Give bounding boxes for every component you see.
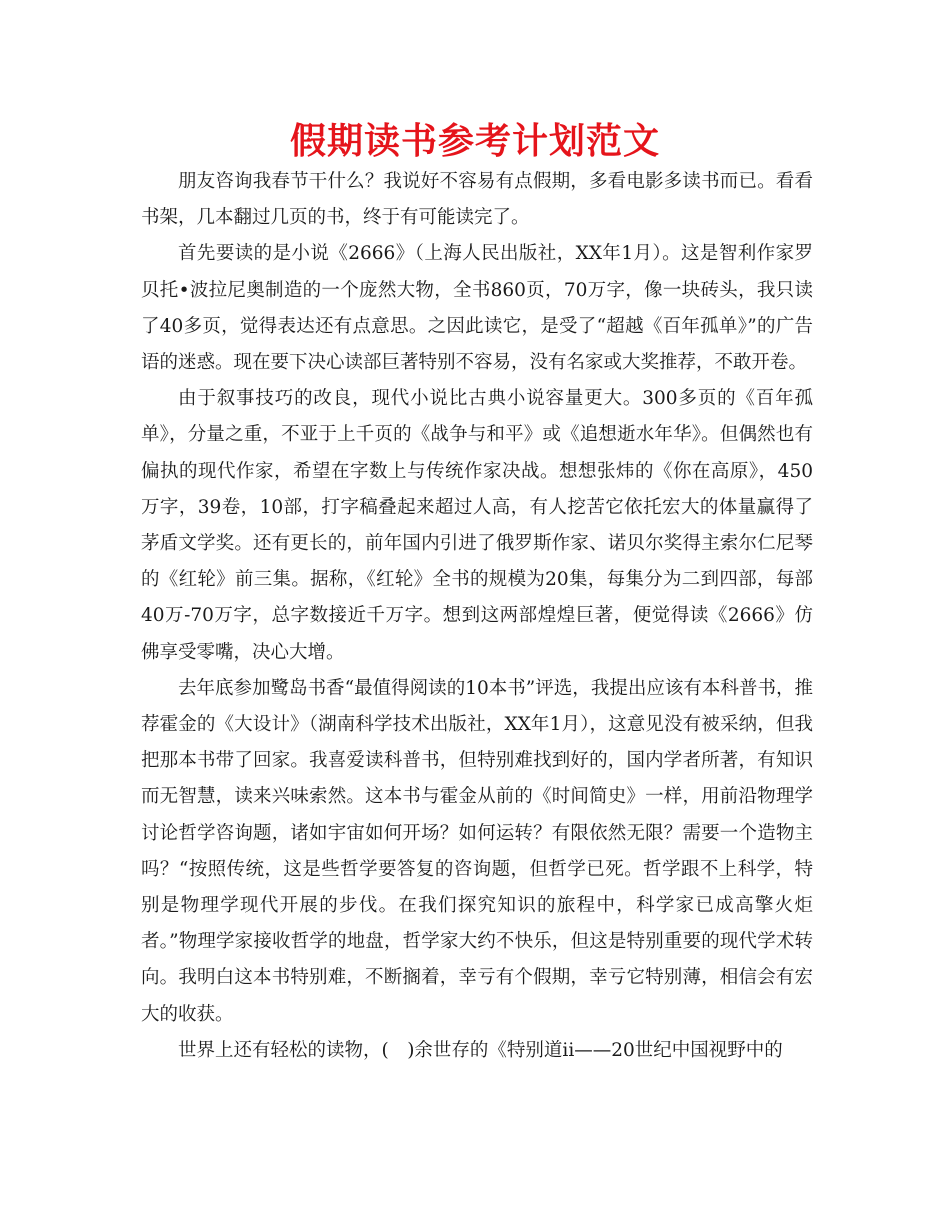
paragraph: 世界上还有轻松的读物，( )余世存的《特别道ii——20世纪中国视野中的	[178, 1039, 783, 1061]
document-body	[141, 164, 813, 1069]
paragraph: 朋友咨询我春节干什么？我说好不容易有点假期，多看电影多读书而已。看看书架，几本翻过几页的书，终于有可能读完了。	[141, 171, 813, 229]
document-title: 假期读书参考计划范文	[289, 121, 660, 162]
paragraph: 首先要读的是小说《2666》（上海人民出版社，XX年1月）。这是智利作家罗贝托•波拉尼奥制造的一个庞然大物，全书860页，70万字，像一块砖头，我只读了40多页，觉得表达还有点意思。之因此读它，是受了“超越《百年孤单》”的广告语的迷惑。现在要下决心读部巨著特别不容易，没有名家或大奖推荐，不敢开卷。	[141, 243, 813, 374]
paragraph: 去年底参加鹭岛书香“最值得阅读的10本书”评选，我提出应该有本科普书，推荐霍金的《大设计》（湖南科学技术出版社，XX年1月），这意见没有被采纳，但我把那本书带了回家。我喜爱读科普书，但特别难找到好的，国内学者所著，有知识而无智慧，读来兴味索然。这本书与霍金从前的《时间简史》一样，用前沿物理学讨论哲学咨询题，诸如宇宙如何开场？如何运转？有限依然无限？需要一个造物主吗？“按照传统，这是些哲学要答复的咨询题，但哲学已死。哲学跟不上科学，特别是物理学现代开展的步伐。在我们探究知识的旅程中，科学家已成高擎火炬者。”物理学家接收哲学的地盘，哲学家大约不快乐，但这是特别重要的现代学术转向。我明白这本书特别难，不断搁着，幸亏有个假期，幸亏它特别薄，相信会有宏大的收获。	[141, 677, 813, 1025]
paragraph: 由于叙事技巧的改良，现代小说比古典小说容量更大。300多页的《百年孤单》，分量之重，不亚于上千页的《战争与和平》或《追想逝水年华》。但偶然也有偏执的现代作家，希望在字数上与传统作家决战。想想张炜的《你在高原》，450万字，39卷，10部，打字稿叠起来超过人高，有人挖苦它依托宏大的体量赢得了茅盾文学奖。还有更长的，前年国内引进了俄罗斯作家、诺贝尔奖得主索尔仁尼琴的《红轮》前三集。据称，《红轮》全书的规模为20集，每集分为二到四部，每部40万-70万字，总字数接近千万字。想到这两部煌煌巨著，便觉得读《2666》仿佛享受零嘴，决心大增。	[141, 388, 813, 663]
